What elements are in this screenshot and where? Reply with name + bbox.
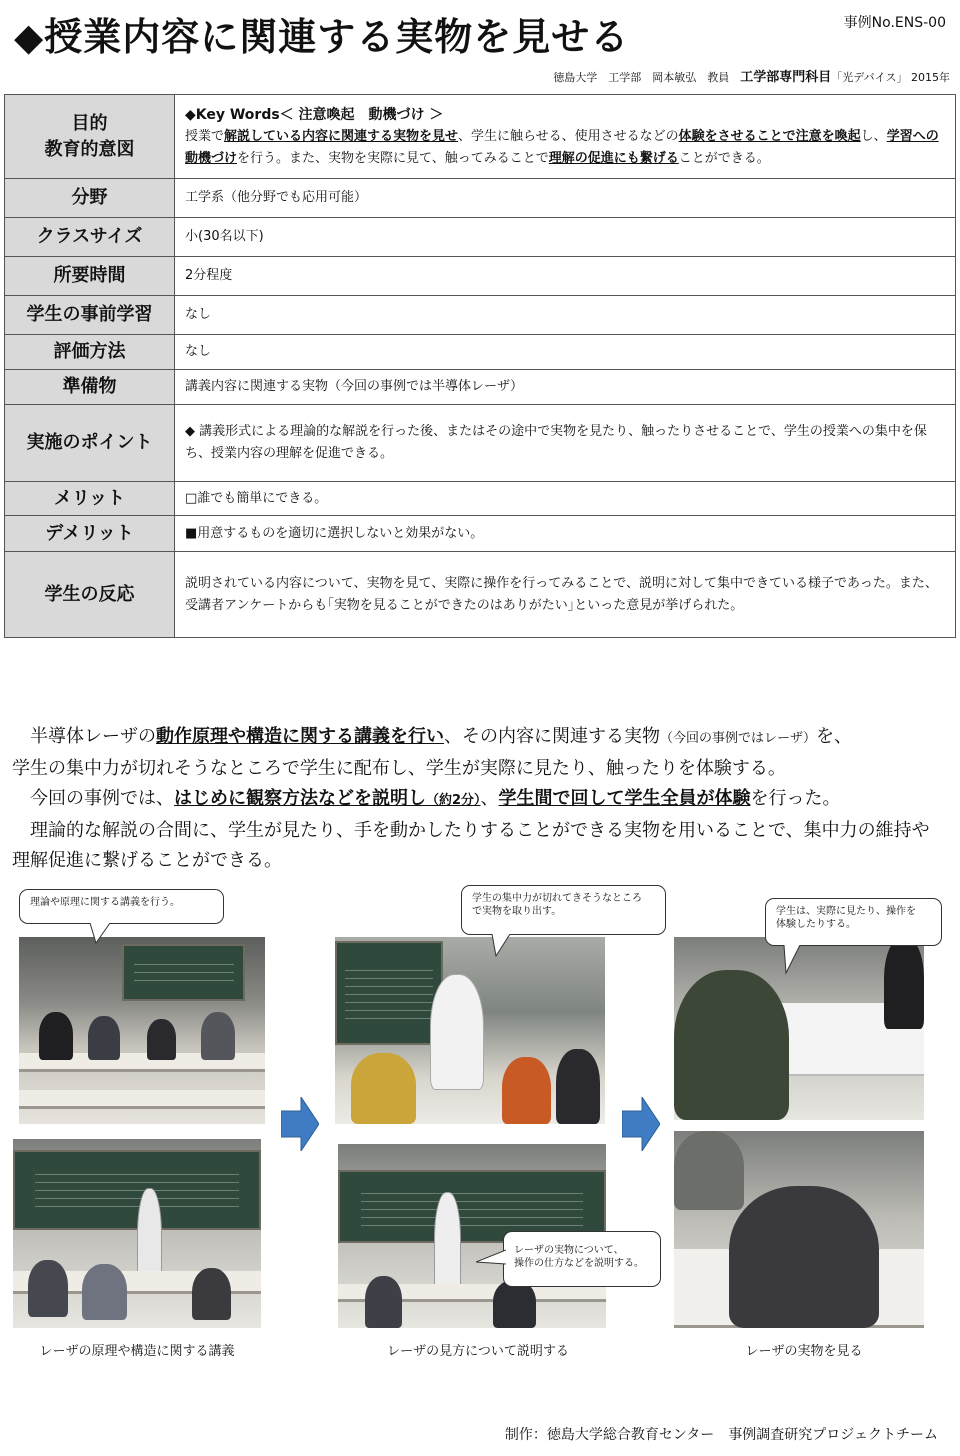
time-value: 2分程度 xyxy=(175,257,956,296)
arrow-right-icon xyxy=(281,1097,319,1151)
row-reaction xyxy=(5,552,956,638)
row-merit xyxy=(5,482,956,516)
merit-value: □誰でも簡単にできる。 xyxy=(175,482,956,516)
field-label: 分野 xyxy=(5,179,175,218)
purpose-value xyxy=(175,95,956,179)
caption-view-laser: レーザの実物を見る xyxy=(745,1344,863,1359)
byline-author: 徳島大学 工学部 岡本敏弘 教員 xyxy=(553,71,741,84)
reaction-label: 学生の反応 xyxy=(5,552,175,638)
description-text xyxy=(12,722,948,876)
description-line-4: 理論的な解説の合間に、学生が見たり、手を動かしたりすることができる実物を用いることで、集中力の維持や xyxy=(12,820,930,841)
blackboard xyxy=(335,941,443,1046)
bubble-tail xyxy=(88,923,118,945)
row-class-size xyxy=(5,218,956,257)
materials-label: 準備物 xyxy=(5,370,175,405)
caption-lecture: レーザの原理や構造に関する講義 xyxy=(39,1344,235,1359)
bubble-tail xyxy=(780,945,804,975)
time-label: 所要時間 xyxy=(5,257,175,296)
description-line-5: 理解促進に繋げることができる。 xyxy=(12,850,282,871)
description-line-1: 半導体レーザの動作原理や構造に関する講義を行い、その内容に関連する実物（今回の事例ではレーザ）を、 xyxy=(12,726,853,747)
row-demerit xyxy=(5,516,956,552)
blackboard xyxy=(122,944,245,1000)
row-prep xyxy=(5,296,956,335)
photo-student-laser xyxy=(674,1131,924,1328)
row-purpose xyxy=(5,95,956,179)
photo-lecture-board xyxy=(13,1139,261,1328)
bubble-tail xyxy=(476,1248,506,1268)
description-line-2: 学生の集中力が切れそうなところで学生に配布し、学生が実際に見たり、触ったりを体験する。 xyxy=(12,758,786,779)
arrow-right-icon xyxy=(622,1097,660,1151)
bubble-experience: 学生は、実際に見たり、操作を 体験したりする。 xyxy=(765,898,942,946)
field-value: 工学系（他分野でも応用可能） xyxy=(175,179,956,218)
page-title: ◆授業内容に関連する実物を見せる xyxy=(14,15,630,59)
caption-explanation: レーザの見方について説明する xyxy=(387,1344,569,1359)
footer-credit: 制作：徳島大学総合教育センター 事例調査研究プロジェクトチーム xyxy=(504,1427,938,1443)
bubble-lecture: 理論や原理に関する講義を行う。 xyxy=(19,889,224,924)
case-info-table xyxy=(4,94,956,638)
case-number: 事例No.ENS-00 xyxy=(843,15,946,31)
reaction-value: 説明されている内容について、実物を見て、実際に操作を行ってみることで、説明に対して集中できている様子であった。また、受講者アンケートからも｢実物を見ることができたのはありがたい｣といった意見が挙げられた。 xyxy=(175,552,956,638)
demerit-label: デメリット xyxy=(5,516,175,552)
eval-label: 評価方法 xyxy=(5,335,175,370)
description-line-3: 今回の事例では、はじめに観察方法などを説明し（約2分）、学生間で回して学生全員が体験を行った。 xyxy=(12,788,841,809)
row-materials xyxy=(5,370,956,405)
merit-label: メリット xyxy=(5,482,175,516)
demerit-value: ■用意するものを適切に選択しないと効果がない。 xyxy=(175,516,956,552)
eval-value: なし xyxy=(175,335,956,370)
purpose-label: 目的 教育的意図 xyxy=(5,95,175,179)
class-size-value: 小(30名以下) xyxy=(175,218,956,257)
points-label: 実施のポイント xyxy=(5,405,175,482)
keywords: ◆Key Words＜ 注意喚起 動機づけ ＞ xyxy=(185,106,444,123)
row-field xyxy=(5,179,956,218)
row-eval xyxy=(5,335,956,370)
bubble-take-out: 学生の集中力が切れてきそうなところ で実物を取り出す。 xyxy=(461,885,666,935)
byline-course: 「光デバイス」 2015年 xyxy=(831,71,950,84)
photo-lecture-room xyxy=(19,937,265,1124)
byline xyxy=(553,66,950,85)
class-size-label: クラスサイズ xyxy=(5,218,175,257)
photo-instructor-device xyxy=(335,937,605,1124)
prep-label: 学生の事前学習 xyxy=(5,296,175,335)
bubble-explain-operation: レーザの実物について、 操作の仕方などを説明する。 xyxy=(503,1231,661,1287)
points-value: ◆ 講義形式による理論的な解説を行った後、またはその途中で実物を見たり、触ったりさせることで、学生の授業への集中を保ち、授業内容の理解を促進できる。 xyxy=(175,405,956,482)
row-time xyxy=(5,257,956,296)
materials-value: 講義内容に関連する実物（今回の事例では半導体レーザ） xyxy=(175,370,956,405)
bubble-tail xyxy=(490,934,514,958)
row-points xyxy=(5,405,956,482)
byline-subject: 工学部専門科目 xyxy=(740,70,832,85)
prep-value: なし xyxy=(175,296,956,335)
purpose-text: 授業で解説している内容に関連する実物を見せ、学生に触らせる、使用させるなどの体験をさせることで注意を喚起し、学習への動機づけを行う。また、実物を実際に見て、触ってみることで理解の促進にも繋げることができる。 xyxy=(185,128,939,166)
